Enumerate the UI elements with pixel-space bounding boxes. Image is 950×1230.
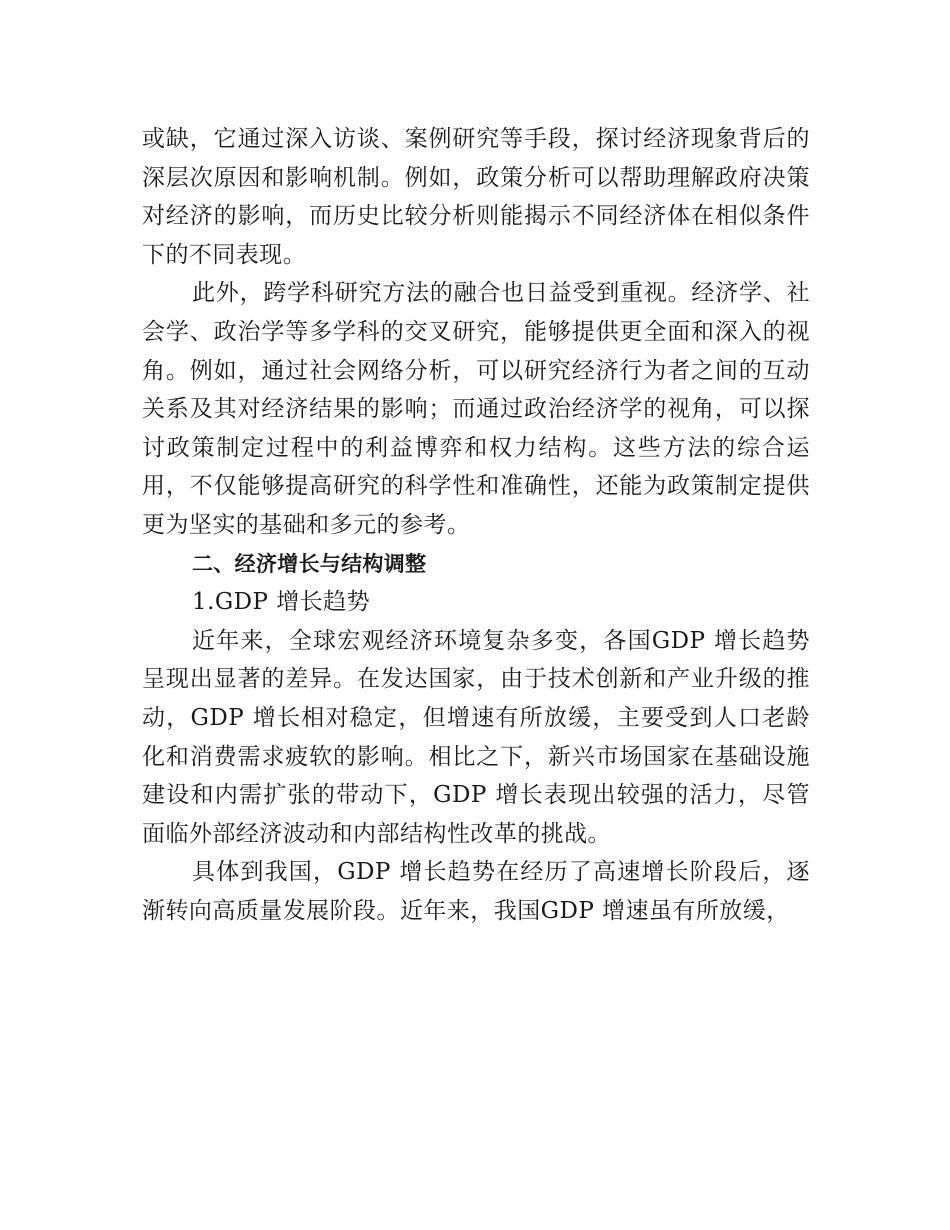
paragraph-china-gdp-trends: 具体到我国，GDP 增长趋势在经历了高速增长阶段后，逐渐转向高质量发展阶段。近年来，我国GDP 增速虽有所放缓， (142, 859, 810, 924)
document-body (142, 120, 810, 930)
section-heading: 二、经济增长与结构调整 (192, 551, 427, 576)
subsection-heading: 1.GDP 增长趋势 (192, 589, 371, 616)
paragraph-interdisciplinary-methods: 此外，跨学科研究方法的融合也日益受到重视。经济学、社会学、政治学等多学科的交叉研究，能够提供更全面和深入的视角。例如，通过社会网络分析，可以研究经济行为者之间的互动关系及其对经济结果的影响；而通过政治经济学的视角，可以探讨政策制定过程中的利益博弈和权力结构。这些方法的综合运用，不仅能够提高研究的科学性和准确性，还能为政策制定提供更为坚实的基础和多元的参考。 (142, 280, 810, 538)
paragraph-global-gdp-trends: 近年来，全球宏观经济环境复杂多变，各国GDP 增长趋势呈现出显著的差异。在发达国家，由于技术创新和产业升级的推动，GDP 增长相对稳定，但增速有所放缓，主要受到人口老龄化和消费需求疲软的影响。相比之下，新兴市场国家在基础设施建设和内需扩张的带动下，GDP 增长表现出较强的活力，尽管面临外部经济波动和内部结构性改革的挑战。 (142, 627, 810, 847)
paragraph-continuation: 或缺，它通过深入访谈、案例研究等手段，探讨经济现象背后的深层次原因和影响机制。例如，政策分析可以帮助理解政府决策对经济的影响，而历史比较分析则能揭示不同经济体在相似条件下的不同表现。 (142, 126, 810, 268)
